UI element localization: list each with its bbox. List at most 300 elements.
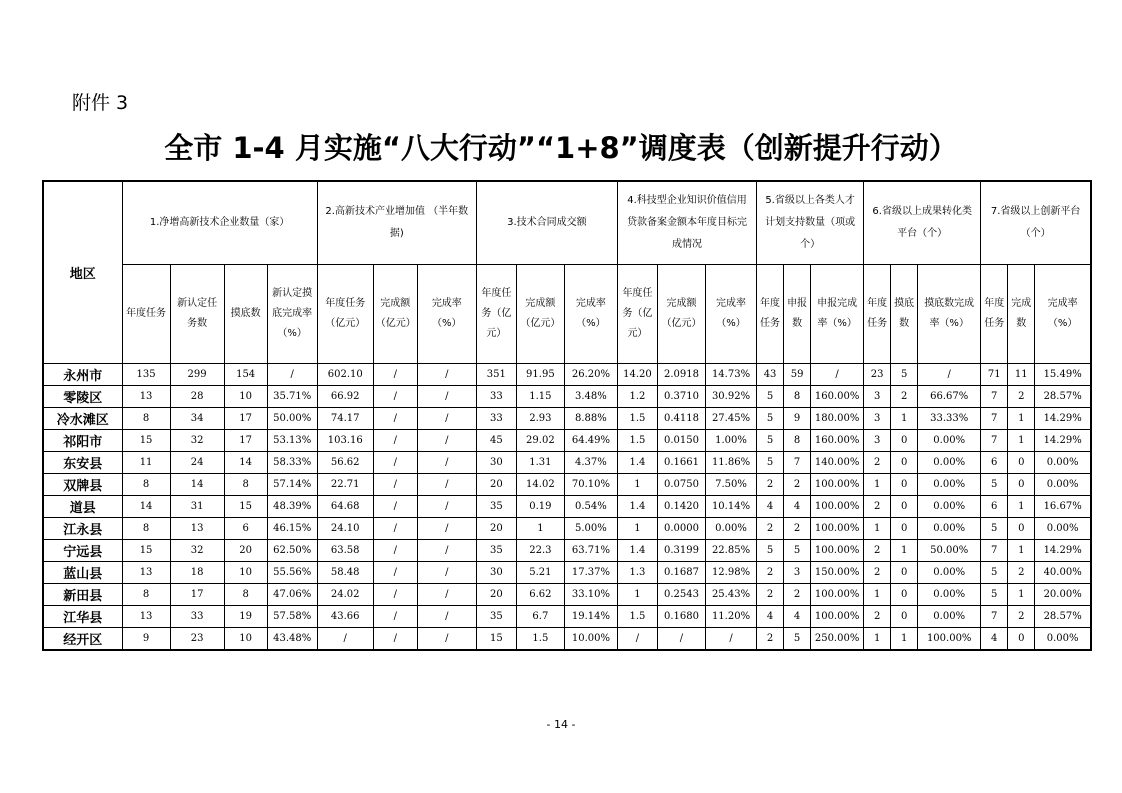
table-cell: 34 bbox=[170, 408, 224, 430]
table-cell: 10 bbox=[224, 386, 267, 408]
table-cell: 10.00% bbox=[564, 628, 617, 651]
table-cell: 5 bbox=[981, 584, 1008, 606]
column-header: 年度任务（亿元） bbox=[317, 265, 373, 364]
table-cell: / bbox=[918, 364, 981, 386]
table-cell: 250.00% bbox=[811, 628, 864, 651]
table-cell: 0 bbox=[891, 496, 918, 518]
table-cell: 58.33% bbox=[267, 452, 317, 474]
table-cell: 32 bbox=[170, 430, 224, 452]
column-header: 完成率（%） bbox=[705, 265, 756, 364]
table-cell: 5.00% bbox=[564, 518, 617, 540]
column-header: 完成率（%） bbox=[1035, 265, 1091, 364]
table-row bbox=[43, 408, 1091, 430]
table-cell: 0 bbox=[891, 430, 918, 452]
table-cell: 16.67% bbox=[1035, 496, 1091, 518]
table-row bbox=[43, 518, 1091, 540]
table-cell: 1.3 bbox=[617, 562, 657, 584]
table-cell: 35 bbox=[476, 606, 516, 628]
table-cell: / bbox=[417, 408, 476, 430]
table-cell: / bbox=[417, 584, 476, 606]
group-header: 3.技术合同成交额 bbox=[476, 181, 617, 265]
table-cell: 10.14% bbox=[705, 496, 756, 518]
table-cell: 24.10 bbox=[317, 518, 373, 540]
table-cell: 45 bbox=[476, 430, 516, 452]
table-cell: / bbox=[417, 562, 476, 584]
table-cell: 0.00% bbox=[918, 430, 981, 452]
table-cell: / bbox=[417, 364, 476, 386]
table-cell: 6 bbox=[981, 496, 1008, 518]
table-cell: 160.00% bbox=[811, 386, 864, 408]
table-cell: / bbox=[373, 562, 417, 584]
table-cell: 27.45% bbox=[705, 408, 756, 430]
table-row bbox=[43, 386, 1091, 408]
table-cell: 2 bbox=[1008, 562, 1035, 584]
table-cell: 63.71% bbox=[564, 540, 617, 562]
column-header: 完成率（%） bbox=[417, 265, 476, 364]
table-cell: 30.92% bbox=[705, 386, 756, 408]
table-cell: 0 bbox=[891, 606, 918, 628]
table-cell: 1.15 bbox=[516, 386, 564, 408]
table-cell: / bbox=[373, 496, 417, 518]
region-name: 经开区 bbox=[43, 628, 122, 651]
table-cell: 14.29% bbox=[1035, 408, 1091, 430]
table-cell: 2 bbox=[784, 584, 811, 606]
table-cell: 0 bbox=[891, 474, 918, 496]
table-cell: 1.5 bbox=[617, 408, 657, 430]
table-cell: 4 bbox=[784, 606, 811, 628]
table-cell: 4 bbox=[757, 496, 784, 518]
table-cell: 0 bbox=[891, 518, 918, 540]
table-cell: 0.1420 bbox=[657, 496, 705, 518]
table-cell: 74.17 bbox=[317, 408, 373, 430]
table-cell: / bbox=[373, 452, 417, 474]
table-row bbox=[43, 474, 1091, 496]
table-cell: 53.13% bbox=[267, 430, 317, 452]
table-cell: 32 bbox=[170, 540, 224, 562]
table-cell: 58.48 bbox=[317, 562, 373, 584]
column-header: 完成额（亿元） bbox=[516, 265, 564, 364]
group-header: 6.省级以上成果转化类平台（个） bbox=[864, 181, 981, 265]
column-header: 摸底数 bbox=[891, 265, 918, 364]
table-row bbox=[43, 496, 1091, 518]
table-cell: 0.00% bbox=[918, 452, 981, 474]
table-cell: / bbox=[373, 364, 417, 386]
table-cell: / bbox=[317, 628, 373, 651]
table-cell: 2 bbox=[757, 518, 784, 540]
attachment-label: 附件 3 bbox=[72, 92, 129, 114]
table-cell: 0.00% bbox=[1035, 452, 1091, 474]
table-cell: 1.5 bbox=[516, 628, 564, 651]
table-row bbox=[43, 584, 1091, 606]
table-cell: 1.4 bbox=[617, 496, 657, 518]
table-cell: / bbox=[417, 386, 476, 408]
group-header: 7.省级以上创新平台（个） bbox=[981, 181, 1091, 265]
table-cell: 0.4118 bbox=[657, 408, 705, 430]
table-cell: 14.73% bbox=[705, 364, 756, 386]
table-cell: / bbox=[373, 430, 417, 452]
table-cell: 17.37% bbox=[564, 562, 617, 584]
table-cell: / bbox=[373, 474, 417, 496]
table-cell: 1.5 bbox=[617, 606, 657, 628]
table-cell: 1 bbox=[891, 540, 918, 562]
table-cell: 46.15% bbox=[267, 518, 317, 540]
table-cell: 40.00% bbox=[1035, 562, 1091, 584]
table-cell: 1 bbox=[1008, 430, 1035, 452]
table-cell: 7 bbox=[981, 408, 1008, 430]
region-name: 祁阳市 bbox=[43, 430, 122, 452]
table-cell: 64.68 bbox=[317, 496, 373, 518]
table-cell: 0.54% bbox=[564, 496, 617, 518]
table-cell: 0 bbox=[891, 562, 918, 584]
table-cell: 180.00% bbox=[811, 408, 864, 430]
group-header: 5.省级以上各类人才计划支持数量（项或个） bbox=[757, 181, 864, 265]
table-cell: 5 bbox=[757, 452, 784, 474]
table-cell: 24.02 bbox=[317, 584, 373, 606]
table-cell: 33 bbox=[170, 606, 224, 628]
table-cell: 23 bbox=[170, 628, 224, 651]
table-cell: / bbox=[373, 628, 417, 651]
table-cell: 22.71 bbox=[317, 474, 373, 496]
table-cell: 8 bbox=[122, 474, 170, 496]
column-header: 申报完成率（%） bbox=[811, 265, 864, 364]
table-cell: 100.00% bbox=[811, 518, 864, 540]
table-cell: 2 bbox=[891, 386, 918, 408]
table-cell: / bbox=[417, 474, 476, 496]
table-cell: 20 bbox=[224, 540, 267, 562]
table-cell: 6.7 bbox=[516, 606, 564, 628]
table-cell: 0.00% bbox=[918, 562, 981, 584]
table-cell: 100.00% bbox=[811, 474, 864, 496]
table-cell: 2 bbox=[757, 584, 784, 606]
table-cell: 1 bbox=[617, 518, 657, 540]
table-cell: 30 bbox=[476, 452, 516, 474]
table-cell: 2 bbox=[864, 562, 891, 584]
table-cell: 351 bbox=[476, 364, 516, 386]
table-cell: 7 bbox=[981, 540, 1008, 562]
region-name: 宁远县 bbox=[43, 540, 122, 562]
table-cell: 28.57% bbox=[1035, 386, 1091, 408]
table-cell: 20 bbox=[476, 584, 516, 606]
table-cell: 33.33% bbox=[918, 408, 981, 430]
table-cell: 66.92 bbox=[317, 386, 373, 408]
region-name: 江华县 bbox=[43, 606, 122, 628]
table-cell: 0 bbox=[891, 452, 918, 474]
table-cell: 19.14% bbox=[564, 606, 617, 628]
table-cell: 33.10% bbox=[564, 584, 617, 606]
table-cell: 0.00% bbox=[1035, 474, 1091, 496]
table-cell: 8.88% bbox=[564, 408, 617, 430]
table-cell: 2 bbox=[1008, 386, 1035, 408]
table-cell: 8 bbox=[224, 474, 267, 496]
table-cell: / bbox=[417, 606, 476, 628]
table-cell: 3 bbox=[864, 430, 891, 452]
column-header: 年度任务 bbox=[981, 265, 1008, 364]
table-cell: 10 bbox=[224, 628, 267, 651]
table-cell: 0.0000 bbox=[657, 518, 705, 540]
column-header: 年度任务 bbox=[864, 265, 891, 364]
table-cell: 64.49% bbox=[564, 430, 617, 452]
table-cell: 8 bbox=[122, 408, 170, 430]
table-cell: / bbox=[373, 386, 417, 408]
table-cell: 0.00% bbox=[1035, 518, 1091, 540]
table-cell: 31 bbox=[170, 496, 224, 518]
table-cell: 100.00% bbox=[811, 606, 864, 628]
table-cell: 20 bbox=[476, 474, 516, 496]
group-header: 4.科技型企业知识价值信用贷款备案金额本年度目标完成情况 bbox=[617, 181, 756, 265]
table-cell: 0 bbox=[1008, 518, 1035, 540]
group-header: 2.高新技术产业增加值 （半年数据) bbox=[317, 181, 476, 265]
table-cell: / bbox=[373, 606, 417, 628]
table-cell: 0.00% bbox=[705, 518, 756, 540]
table-cell: 5.21 bbox=[516, 562, 564, 584]
table-cell: 1 bbox=[617, 584, 657, 606]
table-cell: 19 bbox=[224, 606, 267, 628]
table-cell: 20.00% bbox=[1035, 584, 1091, 606]
table-cell: 35 bbox=[476, 496, 516, 518]
group-header: 1.净增高新技术企业数量（家） bbox=[122, 181, 317, 265]
table-cell: 43.66 bbox=[317, 606, 373, 628]
table-cell: 5 bbox=[981, 518, 1008, 540]
table-cell: 14.02 bbox=[516, 474, 564, 496]
table-cell: 103.16 bbox=[317, 430, 373, 452]
table-cell: 15 bbox=[122, 540, 170, 562]
region-name: 东安县 bbox=[43, 452, 122, 474]
table-cell: 100.00% bbox=[811, 584, 864, 606]
table-cell: 10 bbox=[224, 562, 267, 584]
table-cell: 0.3710 bbox=[657, 386, 705, 408]
table-cell: 0.0150 bbox=[657, 430, 705, 452]
table-cell: 0.00% bbox=[918, 606, 981, 628]
table-cell: 71 bbox=[981, 364, 1008, 386]
table-cell: 4 bbox=[981, 628, 1008, 651]
table-cell: 0.19 bbox=[516, 496, 564, 518]
table-cell: 1 bbox=[864, 628, 891, 651]
table-cell: 140.00% bbox=[811, 452, 864, 474]
table-cell: 1.2 bbox=[617, 386, 657, 408]
table-cell: 15 bbox=[224, 496, 267, 518]
table-cell: 15.49% bbox=[1035, 364, 1091, 386]
column-header: 完成数 bbox=[1008, 265, 1035, 364]
table-cell: 18 bbox=[170, 562, 224, 584]
table-cell: 48.39% bbox=[267, 496, 317, 518]
column-header: 完成率（%） bbox=[564, 265, 617, 364]
table-cell: 4 bbox=[757, 606, 784, 628]
table-cell: 1 bbox=[864, 518, 891, 540]
table-cell: 28 bbox=[170, 386, 224, 408]
column-header: 完成额（亿元） bbox=[657, 265, 705, 364]
table-cell: 11.86% bbox=[705, 452, 756, 474]
table-cell: 14 bbox=[224, 452, 267, 474]
table-cell: 2 bbox=[864, 540, 891, 562]
table-cell: 20 bbox=[476, 518, 516, 540]
table-cell: 7.50% bbox=[705, 474, 756, 496]
table-cell: 4 bbox=[784, 496, 811, 518]
table-cell: 3 bbox=[864, 408, 891, 430]
table-cell: 7 bbox=[981, 386, 1008, 408]
table-cell: 43 bbox=[757, 364, 784, 386]
table-cell: 26.20% bbox=[564, 364, 617, 386]
column-header: 年度任务 bbox=[122, 265, 170, 364]
table-cell: 6 bbox=[981, 452, 1008, 474]
table-cell: 1 bbox=[864, 474, 891, 496]
table-cell: 15 bbox=[476, 628, 516, 651]
table-cell: 11.20% bbox=[705, 606, 756, 628]
table-row bbox=[43, 452, 1091, 474]
table-row bbox=[43, 540, 1091, 562]
table-cell: 43.48% bbox=[267, 628, 317, 651]
region-name: 江永县 bbox=[43, 518, 122, 540]
table-cell: 5 bbox=[784, 628, 811, 651]
table-cell: 14.20 bbox=[617, 364, 657, 386]
table-cell: 47.06% bbox=[267, 584, 317, 606]
table-cell: 8 bbox=[122, 584, 170, 606]
table-cell: 1 bbox=[1008, 584, 1035, 606]
table-cell: / bbox=[417, 496, 476, 518]
column-header: 完成额（亿元） bbox=[373, 265, 417, 364]
table-cell: 3 bbox=[864, 386, 891, 408]
table-cell: 1 bbox=[617, 474, 657, 496]
column-header: 摸底数完成率（%） bbox=[918, 265, 981, 364]
column-header: 摸底数 bbox=[224, 265, 267, 364]
table-cell: 63.58 bbox=[317, 540, 373, 562]
column-header: 年度任务（亿元） bbox=[617, 265, 657, 364]
table-cell: 1.31 bbox=[516, 452, 564, 474]
table-cell: 2 bbox=[784, 518, 811, 540]
table-cell: / bbox=[267, 364, 317, 386]
region-name: 冷水滩区 bbox=[43, 408, 122, 430]
table-cell: 1.00% bbox=[705, 430, 756, 452]
column-header: 年度任务（亿元） bbox=[476, 265, 516, 364]
table-cell: 50.00% bbox=[918, 540, 981, 562]
table-cell: 14.29% bbox=[1035, 540, 1091, 562]
table-cell: 1 bbox=[1008, 540, 1035, 562]
table-cell: 0.0750 bbox=[657, 474, 705, 496]
table-cell: 62.50% bbox=[267, 540, 317, 562]
table-cell: 3.48% bbox=[564, 386, 617, 408]
table-cell: 150.00% bbox=[811, 562, 864, 584]
table-cell: 66.67% bbox=[918, 386, 981, 408]
table-cell: 5 bbox=[757, 430, 784, 452]
table-cell: 25.43% bbox=[705, 584, 756, 606]
table-cell: 22.85% bbox=[705, 540, 756, 562]
table-cell: 15 bbox=[122, 430, 170, 452]
table-cell: / bbox=[417, 628, 476, 651]
table-cell: 6 bbox=[224, 518, 267, 540]
table-cell: 0.1680 bbox=[657, 606, 705, 628]
table-cell: 5 bbox=[757, 386, 784, 408]
table-cell: 5 bbox=[757, 540, 784, 562]
table-cell: 17 bbox=[224, 408, 267, 430]
table-cell: 13 bbox=[122, 386, 170, 408]
table-cell: 11 bbox=[1008, 364, 1035, 386]
table-cell: 2 bbox=[757, 628, 784, 651]
table-cell: 4.37% bbox=[564, 452, 617, 474]
table-cell: 5 bbox=[981, 562, 1008, 584]
table-cell: / bbox=[417, 540, 476, 562]
table-cell: 1 bbox=[1008, 408, 1035, 430]
table-cell: 0 bbox=[891, 584, 918, 606]
region-header: 地区 bbox=[43, 181, 122, 364]
column-header: 申报数 bbox=[784, 265, 811, 364]
table-cell: 7 bbox=[784, 452, 811, 474]
table-cell: / bbox=[705, 628, 756, 651]
region-name: 永州市 bbox=[43, 364, 122, 386]
table-cell: 22.3 bbox=[516, 540, 564, 562]
page-title: 全市 1-4 月实施“八大行动”“1+8”调度表（创新提升行动） bbox=[164, 131, 958, 165]
table-cell: 602.10 bbox=[317, 364, 373, 386]
table-cell: 35.71% bbox=[267, 386, 317, 408]
region-name: 道县 bbox=[43, 496, 122, 518]
table-cell: 135 bbox=[122, 364, 170, 386]
table-cell: 13 bbox=[170, 518, 224, 540]
table-cell: 1 bbox=[891, 628, 918, 651]
table-cell: 57.58% bbox=[267, 606, 317, 628]
table-cell: 2 bbox=[757, 562, 784, 584]
table-cell: 7 bbox=[981, 430, 1008, 452]
table-cell: / bbox=[373, 584, 417, 606]
column-header: 年度任务 bbox=[757, 265, 784, 364]
table-cell: 0 bbox=[1008, 628, 1035, 651]
table-cell: 35 bbox=[476, 540, 516, 562]
table-cell: 33 bbox=[476, 408, 516, 430]
table-cell: 1.4 bbox=[617, 452, 657, 474]
table-cell: 100.00% bbox=[811, 540, 864, 562]
table-cell: 8 bbox=[784, 430, 811, 452]
table-cell: 14 bbox=[170, 474, 224, 496]
table-cell: 17 bbox=[224, 430, 267, 452]
table-cell: / bbox=[617, 628, 657, 651]
table-cell: 5 bbox=[891, 364, 918, 386]
table-cell: 1.4 bbox=[617, 540, 657, 562]
table-cell: 0.00% bbox=[918, 518, 981, 540]
table-cell: 29.02 bbox=[516, 430, 564, 452]
table-cell: 11 bbox=[122, 452, 170, 474]
table-cell: 0 bbox=[1008, 452, 1035, 474]
table-cell: / bbox=[417, 518, 476, 540]
table-cell: 1.5 bbox=[617, 430, 657, 452]
table-cell: / bbox=[417, 430, 476, 452]
region-name: 蓝山县 bbox=[43, 562, 122, 584]
region-name: 零陵区 bbox=[43, 386, 122, 408]
table-cell: 160.00% bbox=[811, 430, 864, 452]
table-cell: 8 bbox=[784, 386, 811, 408]
table-cell: 55.56% bbox=[267, 562, 317, 584]
table-cell: 9 bbox=[122, 628, 170, 651]
table-cell: 3 bbox=[784, 562, 811, 584]
table-cell: 2 bbox=[864, 496, 891, 518]
region-name: 双牌县 bbox=[43, 474, 122, 496]
table-cell: / bbox=[811, 364, 864, 386]
table-cell: 13 bbox=[122, 562, 170, 584]
table-cell: 70.10% bbox=[564, 474, 617, 496]
table-cell: / bbox=[657, 628, 705, 651]
table-cell: 2 bbox=[864, 606, 891, 628]
table-cell: / bbox=[373, 540, 417, 562]
table-cell: 100.00% bbox=[918, 628, 981, 651]
table-cell: 2.93 bbox=[516, 408, 564, 430]
table-cell: 154 bbox=[224, 364, 267, 386]
table-cell: 0.00% bbox=[918, 496, 981, 518]
table-row bbox=[43, 606, 1091, 628]
column-header: 新认定任务数 bbox=[170, 265, 224, 364]
table-cell: 17 bbox=[170, 584, 224, 606]
table-cell: 23 bbox=[864, 364, 891, 386]
table-cell: 5 bbox=[981, 474, 1008, 496]
table-cell: 57.14% bbox=[267, 474, 317, 496]
column-header: 新认定摸底完成率（%） bbox=[267, 265, 317, 364]
table-cell: 0.00% bbox=[918, 584, 981, 606]
table-cell: 2 bbox=[757, 474, 784, 496]
